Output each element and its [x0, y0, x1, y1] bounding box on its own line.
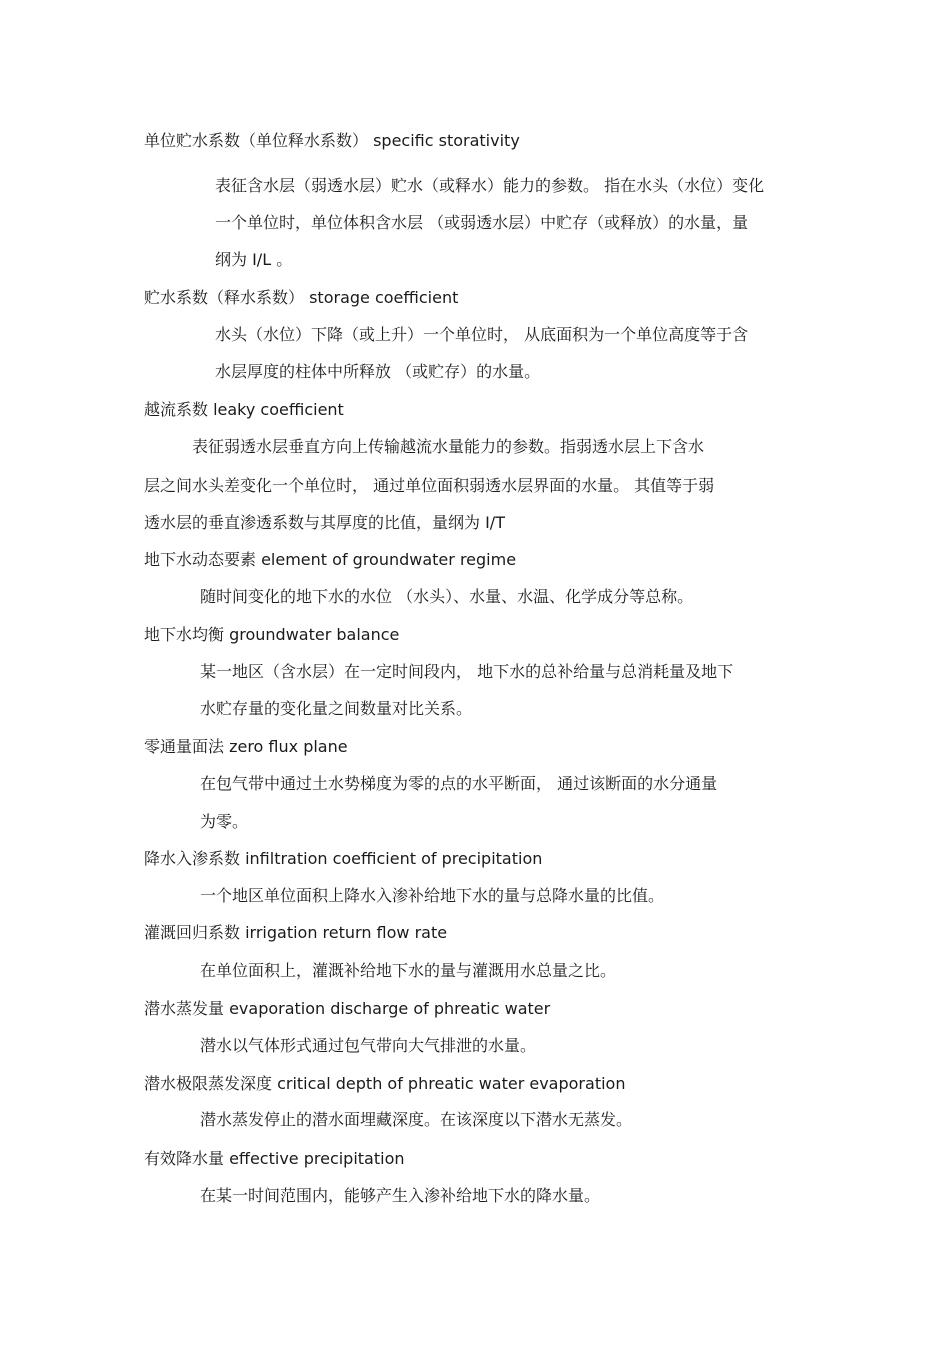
definition-line: 在单位面积上，灌溉补给地下水的量与灌溉用水总量之比。 — [200, 961, 617, 980]
term-heading: 贮水系数（释水系数） storage coefficient — [144, 288, 459, 307]
definition-line: 表征含水层（弱透水层）贮水（或释水）能力的参数。 指在水头（水位）变化 — [215, 176, 765, 195]
term-heading: 零通量面法 zero flux plane — [144, 737, 348, 756]
term-heading: 降水入渗系数 infiltration coefficient of precipitation — [144, 849, 543, 868]
term-heading: 有效降水量 effective precipitation — [144, 1149, 405, 1168]
definition-line: 潜水蒸发停止的潜水面埋藏深度。在该深度以下潜水无蒸发。 — [200, 1110, 633, 1129]
definition-line: 纲为 I/L 。 — [215, 250, 293, 269]
definition-line: 在包气带中通过土水势梯度为零的点的水平断面， 通过该断面的水分通量 — [200, 774, 718, 793]
definition-line: 透水层的垂直渗透系数与其厚度的比值，量纲为 I/T — [144, 513, 505, 532]
definition-line: 水头（水位）下降（或上升）一个单位时， 从底面积为一个单位高度等于含 — [215, 325, 749, 344]
definition-line: 一个单位时，单位体积含水层 （或弱透水层）中贮存（或释放）的水量，量 — [215, 213, 749, 232]
term-heading: 单位贮水系数（单位释水系数） specific storativity — [144, 131, 520, 150]
definition-line: 潜水以气体形式通过包气带向大气排泄的水量。 — [200, 1036, 537, 1055]
definition-line: 水贮存量的变化量之间数量对比关系。 — [200, 699, 473, 718]
definition-line: 在某一时间范围内，能够产生入渗补给地下水的降水量。 — [200, 1186, 601, 1205]
definition-line: 水层厚度的柱体中所释放 （或贮存）的水量。 — [215, 362, 541, 381]
definition-line: 为零。 — [200, 812, 249, 831]
term-heading: 地下水均衡 groundwater balance — [144, 625, 400, 644]
definition-line: 一个地区单位面积上降水入渗补给地下水的量与总降水量的比值。 — [200, 886, 665, 905]
definition-line: 表征弱透水层垂直方向上传输越流水量能力的参数。指弱透水层上下含水 — [192, 437, 705, 456]
term-heading: 越流系数 leaky coefficient — [144, 400, 344, 419]
term-heading: 地下水动态要素 element of groundwater regime — [144, 550, 517, 569]
definition-line: 随时间变化的地下水的水位 （水头）、水量、水温、化学成分等总称。 — [200, 587, 694, 606]
term-heading: 潜水极限蒸发深度 critical depth of phreatic water evaporation — [144, 1074, 626, 1093]
term-heading: 灌溉回归系数 irrigation return flow rate — [144, 923, 448, 942]
definition-line: 某一地区（含水层）在一定时间段内， 地下水的总补给量与总消耗量及地下 — [200, 662, 734, 681]
term-heading: 潜水蒸发量 evaporation discharge of phreatic water — [144, 999, 551, 1018]
definition-line: 层之间水头差变化一个单位时， 通过单位面积弱透水层界面的水量。 其值等于弱 — [144, 476, 715, 495]
